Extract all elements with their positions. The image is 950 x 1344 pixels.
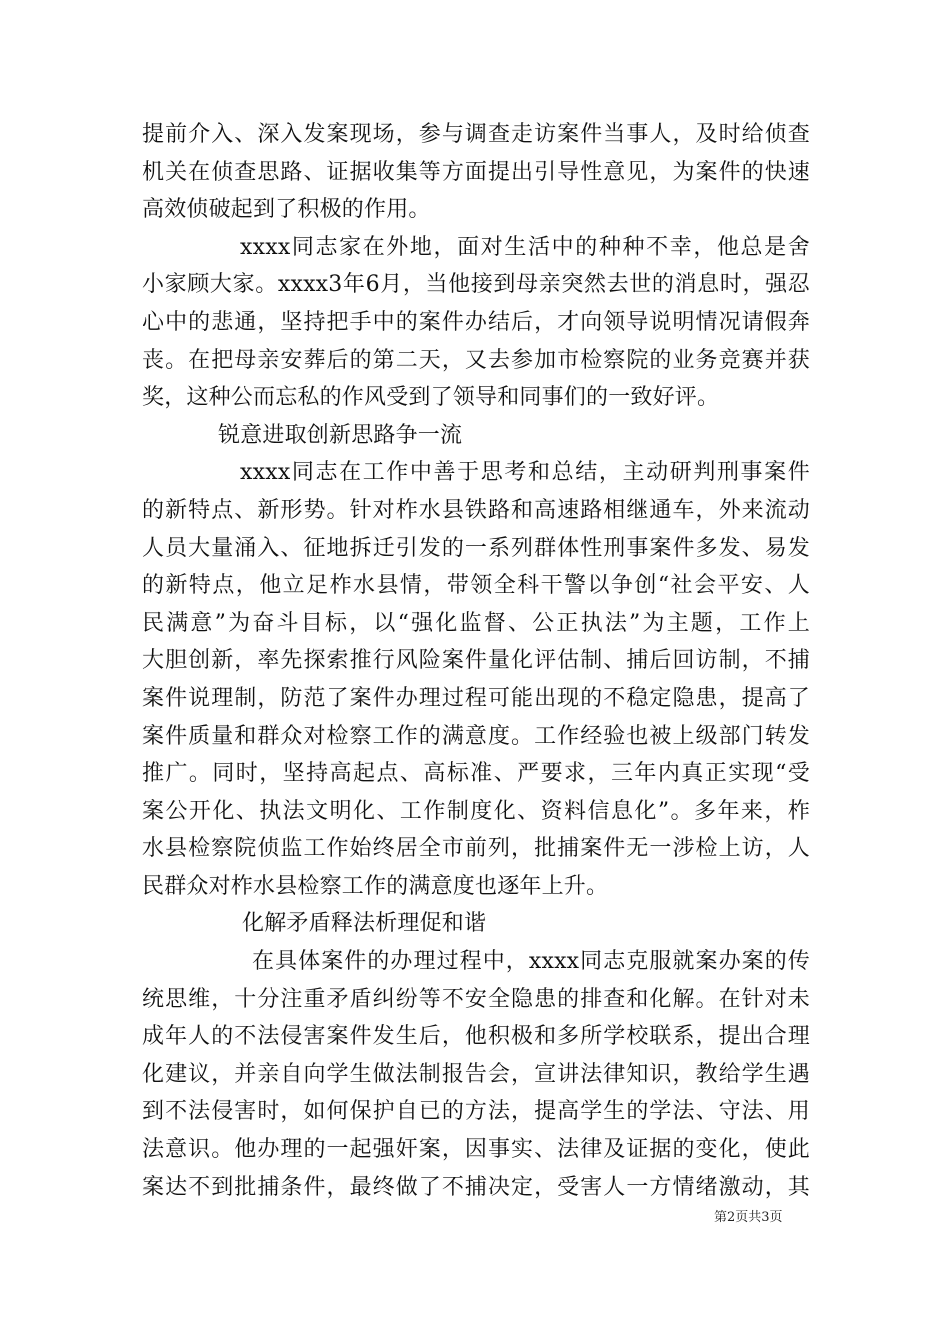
text-line: 法意识。他办理的一起强奸案，因事实、法律及证据的变化，使此	[142, 1137, 810, 1163]
text-line: 案件质量和群众对检察工作的满意度。工作经验也被上级部门转发	[142, 723, 810, 749]
text-line: 推广。同时，坚持高起点、高标准、严要求，三年内真正实现“受	[142, 761, 810, 787]
text-line: 成年人的不法侵害案件发生后，他积极和多所学校联系，提出合理	[142, 1024, 810, 1050]
text-line: 丧。在把母亲安葬后的第二天，又去参加市检察院的业务竞赛并获	[142, 347, 810, 373]
text-line: 机关在侦查思路、证据收集等方面提出引导性意见，为案件的快速	[142, 159, 810, 185]
text-line: 提前介入、深入发案现场，参与调查走访案件当事人，及时给侦查	[142, 122, 810, 147]
page-number-footer: 第2页共3页	[714, 1210, 783, 1225]
text-line: 大胆创新，率先探索推行风险案件量化评估制、捕后回访制，不捕	[142, 648, 810, 674]
text-line: 在具体案件的办理过程中，xxxx同志克服就案办案的传	[252, 949, 810, 975]
text-line: xxxx同志家在外地，面对生活中的种种不幸，他总是舍	[240, 234, 810, 260]
text-line: 案件说理制，防范了案件办理过程可能出现的不稳定隐患，提高了	[142, 685, 810, 711]
text-line: 的新特点，他立足柞水县情，带领全科干警以争创“社会平安、人	[142, 573, 810, 599]
text-line: 民群众对柞水县检察工作的满意度也逐年上升。	[142, 873, 609, 899]
text-line: xxxx同志在工作中善于思考和总结，主动研判刑事案件	[240, 460, 810, 486]
text-line: 案达不到批捕条件，最终做了不捕决定，受害人一方情绪激动，其	[142, 1174, 810, 1200]
text-line: 民满意”为奋斗目标，以“强化监督、公正执法”为主题，工作上	[142, 610, 810, 636]
section-heading: 化解矛盾释法析理促和谐	[242, 911, 487, 937]
document-body	[142, 116, 810, 1206]
text-line: 小家顾大家。xxxx3年6月，当他接到母亲突然去世的消息时，强忍	[142, 272, 810, 298]
text-line: 人员大量涌入、征地拆迁引发的一系列群体性刑事案件多发、易发	[142, 535, 810, 561]
text-line: 水县检察院侦监工作始终居全市前列，批捕案件无一涉检上访，人	[142, 836, 810, 862]
text-line: 奖，这种公而忘私的作风受到了领导和同事们的一致好评。	[142, 385, 720, 411]
text-line: 心中的悲通，坚持把手中的案件办结后，才向领导说明情况请假奔	[142, 309, 810, 335]
section-heading: 锐意进取创新思路争一流	[218, 422, 463, 448]
text-line: 化建议，并亲自向学生做法制报告会，宣讲法律知识，教给学生遇	[142, 1061, 810, 1087]
text-line: 统思维，十分注重矛盾纠纷等不安全隐患的排查和化解。在针对未	[142, 986, 810, 1012]
text-line: 高效侦破起到了积极的作用。	[142, 197, 431, 223]
text-line: 的新特点、新形势。针对柞水县铁路和高速路相继通车，外来流动	[142, 497, 810, 523]
text-line: 到不法侵害时，如何保护自已的方法，提高学生的学法、守法、用	[142, 1099, 810, 1125]
text-line: 案公开化、执法文明化、工作制度化、资料信息化”。多年来，柞	[142, 798, 810, 824]
